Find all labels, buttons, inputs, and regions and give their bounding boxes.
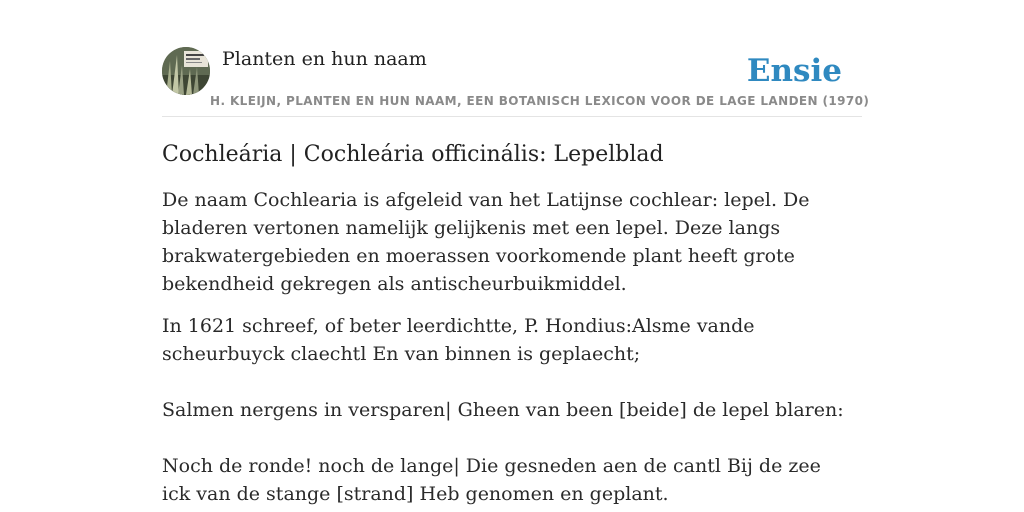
article xyxy=(162,138,852,512)
source-title[interactable]: Planten en hun naam xyxy=(222,48,427,70)
book-cover-image xyxy=(162,47,210,95)
ensie-logo-link[interactable]: Ensie xyxy=(746,53,842,89)
article-paragraph: Salmen nergens in versparen| Gheen van been [beide] de lepel blaren: xyxy=(162,399,844,421)
article-title: Cochleária | Cochleária officinális: Lepelblad xyxy=(162,142,664,167)
article-paragraph: In 1621 schreef, of beter leerdichtte, P. Hondius:Alsme vande scheurbuyck claechtl En van binnen is geplaecht; xyxy=(162,315,755,365)
source-avatar[interactable] xyxy=(162,47,210,95)
source-subtitle: H. KLEIJN, PLANTEN EN HUN NAAM, EEN BOTANISCH LEXICON VOOR DE LAGE LANDEN (1970) xyxy=(210,94,870,108)
article-paragraph: De naam Cochlearia is afgeleid van het Latijnse cochlear: lepel. De bladeren vertonen namelijk gelijkenis met een lepel. Deze langs brakwatergebieden en moerassen voorkomende plant heeft grote bekendheid gekregen als antischeurbuikmiddel. xyxy=(162,189,810,295)
article-paragraph: Noch de ronde! noch de lange| Die gesneden aen de cantl Bij de zee ick van de stange [strand] Heb genomen en geplant. xyxy=(162,455,821,505)
source-header xyxy=(162,46,870,117)
